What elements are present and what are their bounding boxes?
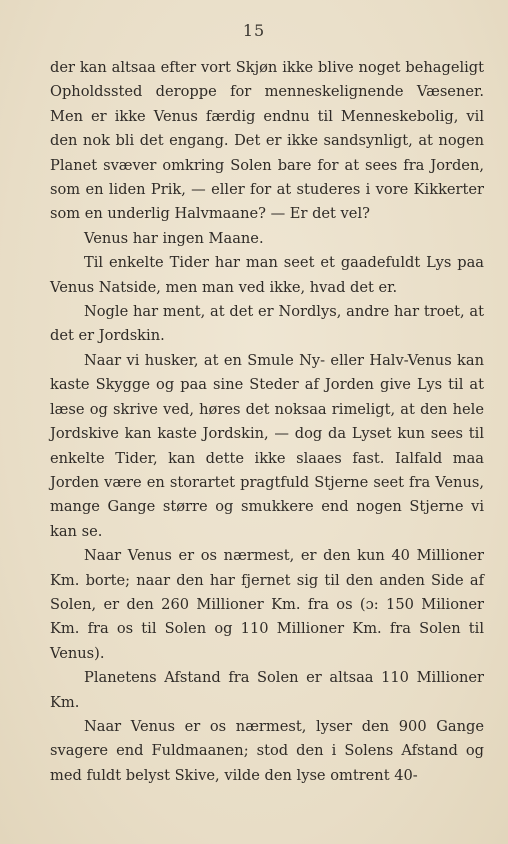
paragraph: Nogle har ment, at det er Nordlys, andre har troet, at det er Jordskin. (50, 303, 484, 345)
paragraph: Venus har ingen Maane. (84, 229, 264, 247)
paragraph: Naar vi husker, at en Smule Ny- eller Halv-Venus kan kaste Skygge og paa sine Steder af Jorden give Lys til at læse og skrive ved, høres det noksaa rimeligt, at den hele Jordskive kan kaste Jordskin, — dog da Lyset kun sees til enkelte Tider, kan dette ikke slaaes fast. Ialfald maa Jorden være en storartet pragtfuld Stjerne seet fra Venus, mange Gange større og smukkere end nogen Stjerne vi kan se. (50, 351, 484, 540)
paragraph: Naar Venus er os nærmest, lyser den 900 Gange svagere end Fuldmaanen; stod den i Solens Afstand og med fuldt belyst Skive, vilde den lyse omtrent 40- (50, 717, 484, 784)
paragraph: Naar Venus er os nærmest, er den kun 40 Millioner Km. borte; naar den har fjernet sig til den anden Side af Solen, er den 260 Millioner Km. fra os (ɔ: 150 Milioner Km. fra os til Solen og 110 Millioner Km. fra Solen til Venus). (50, 547, 484, 662)
paragraph: Planetens Afstand fra Solen er altsaa 110 Millioner Km. (50, 669, 484, 711)
paragraph: der kan altsaa efter vort Skjøn ikke blive noget behageligt Opholdssted deroppe for menneskelignende Væsener. Men er ikke Venus færdig endnu til Menneskebolig, vil den nok bli det engang. Det er ikke sandsynligt, at nogen Planet svæver omkring Solen bare for at sees fra Jorden, som en liden Prik, — eller for at studeres i vore Kikkerter som en underlig Halvmaane? — Er det vel? (50, 59, 484, 223)
body-text (50, 56, 484, 788)
page-number: 15 (242, 21, 266, 40)
paragraph: Til enkelte Tider har man seet et gaadefuldt Lys paa Venus Natside, men man ved ikke, hvad det er. (50, 254, 484, 296)
